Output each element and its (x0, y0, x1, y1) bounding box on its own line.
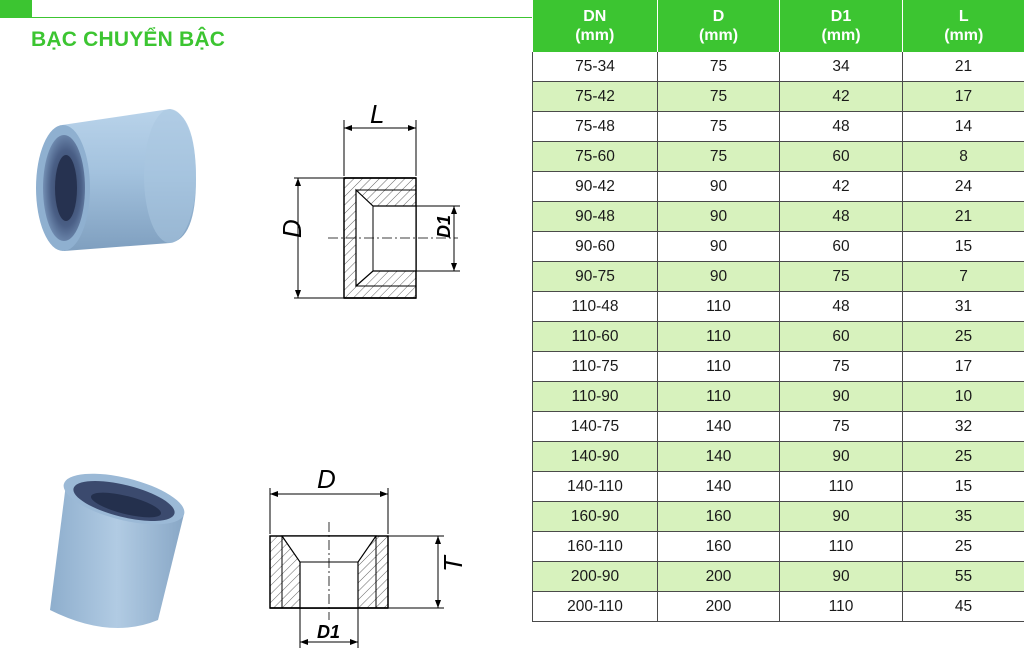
cell-l: 25 (903, 532, 1024, 562)
cell-l: 24 (903, 172, 1024, 202)
cell-d1: 75 (780, 412, 903, 442)
dim-d-label: D (277, 219, 307, 238)
cell-d1: 60 (780, 322, 903, 352)
header-d-name: D (712, 8, 725, 25)
cell-d: 90 (658, 232, 780, 262)
cell-d1: 60 (780, 232, 903, 262)
cell-d1: 90 (780, 382, 903, 412)
technical-drawing-top (258, 96, 473, 306)
cell-d: 200 (658, 562, 780, 592)
cell-d1: 110 (780, 472, 903, 502)
header-dn-unit: (mm) (575, 27, 615, 44)
cell-dn: 160-90 (533, 502, 658, 532)
cell-dn: 110-75 (533, 352, 658, 382)
table-row (533, 292, 1024, 322)
reducer-bushing-photo-bottom (40, 470, 195, 640)
spec-table (532, 0, 1024, 622)
accent-block (0, 0, 32, 18)
table-row (533, 262, 1024, 292)
table-body (533, 52, 1024, 622)
cell-d: 160 (658, 532, 780, 562)
cell-d: 160 (658, 502, 780, 532)
cell-l: 32 (903, 412, 1024, 442)
cell-d1: 90 (780, 562, 903, 592)
cell-dn: 90-42 (533, 172, 658, 202)
cell-dn: 110-60 (533, 322, 658, 352)
dim-d1-label: D1 (434, 214, 454, 238)
cell-d: 140 (658, 412, 780, 442)
cell-d: 140 (658, 442, 780, 472)
technical-drawing-bottom (262, 458, 477, 653)
dim-d-label-bottom: D (317, 464, 336, 494)
accent-line (32, 17, 532, 18)
cell-dn: 110-48 (533, 292, 658, 322)
header-d1-name: D1 (830, 8, 852, 25)
cell-d1: 48 (780, 112, 903, 142)
dim-d1-label-bottom: D1 (317, 622, 341, 642)
cell-d: 75 (658, 142, 780, 172)
cell-d1: 42 (780, 82, 903, 112)
cell-d1: 34 (780, 52, 903, 82)
cell-d1: 110 (780, 532, 903, 562)
cell-dn: 140-110 (533, 472, 658, 502)
cell-d: 90 (658, 202, 780, 232)
header-l-unit: (mm) (944, 27, 984, 44)
cell-l: 14 (903, 112, 1024, 142)
table-row (533, 592, 1024, 622)
cell-d: 110 (658, 352, 780, 382)
table-row (533, 172, 1024, 202)
cell-dn: 75-60 (533, 142, 658, 172)
table-row (533, 322, 1024, 352)
cell-d1: 90 (780, 502, 903, 532)
page-title: BẠC CHUYỂN BẬC (31, 28, 226, 51)
cell-l: 17 (903, 82, 1024, 112)
table-row (533, 232, 1024, 262)
cell-d: 75 (658, 82, 780, 112)
cell-dn: 200-90 (533, 562, 658, 592)
table-row (533, 502, 1024, 532)
cell-d: 110 (658, 322, 780, 352)
table-row (533, 52, 1024, 82)
cell-l: 25 (903, 322, 1024, 352)
cell-dn: 140-75 (533, 412, 658, 442)
table-row (533, 442, 1024, 472)
cell-dn: 75-48 (533, 112, 658, 142)
table-row (533, 412, 1024, 442)
dim-t-label: T (438, 556, 468, 572)
cell-d: 110 (658, 292, 780, 322)
cell-dn: 75-34 (533, 52, 658, 82)
cell-d: 90 (658, 172, 780, 202)
cell-l: 15 (903, 232, 1024, 262)
cell-d: 90 (658, 262, 780, 292)
cell-l: 21 (903, 52, 1024, 82)
cell-l: 25 (903, 442, 1024, 472)
cell-d1: 75 (780, 352, 903, 382)
header-d1-unit: (mm) (821, 27, 861, 44)
cell-dn: 110-90 (533, 382, 658, 412)
header-l-name: L (958, 8, 969, 25)
cell-l: 21 (903, 202, 1024, 232)
cell-l: 31 (903, 292, 1024, 322)
cell-d: 75 (658, 52, 780, 82)
reducer-bushing-photo-top (30, 105, 205, 255)
header-d (658, 0, 780, 52)
cell-d: 140 (658, 472, 780, 502)
cell-l: 10 (903, 382, 1024, 412)
table-row (533, 82, 1024, 112)
cell-d1: 48 (780, 202, 903, 232)
cell-d: 200 (658, 592, 780, 622)
cell-l: 35 (903, 502, 1024, 532)
table-header-row (533, 0, 1024, 52)
cell-dn: 90-75 (533, 262, 658, 292)
header-dn (533, 0, 658, 52)
cell-d1: 42 (780, 172, 903, 202)
cell-d: 75 (658, 112, 780, 142)
cell-l: 8 (903, 142, 1024, 172)
cell-dn: 75-42 (533, 82, 658, 112)
cell-d1: 75 (780, 262, 903, 292)
table-row (533, 472, 1024, 502)
header-d1 (780, 0, 903, 52)
cell-dn: 160-110 (533, 532, 658, 562)
cell-d: 110 (658, 382, 780, 412)
cell-dn: 200-110 (533, 592, 658, 622)
cell-d1: 110 (780, 592, 903, 622)
cell-dn: 90-60 (533, 232, 658, 262)
dim-l-label: L (370, 99, 385, 129)
header-l (903, 0, 1024, 52)
cell-d1: 60 (780, 142, 903, 172)
table-row (533, 382, 1024, 412)
table-row (533, 142, 1024, 172)
top-accent-bar (0, 0, 532, 18)
cell-l: 45 (903, 592, 1024, 622)
cell-l: 17 (903, 352, 1024, 382)
cell-l: 15 (903, 472, 1024, 502)
table-row (533, 352, 1024, 382)
header-d-unit: (mm) (698, 27, 739, 44)
cell-dn: 90-48 (533, 202, 658, 232)
table-row (533, 112, 1024, 142)
table-row (533, 202, 1024, 232)
cell-dn: 140-90 (533, 442, 658, 472)
table-row (533, 532, 1024, 562)
cell-l: 7 (903, 262, 1024, 292)
header-dn-name: DN (583, 8, 607, 25)
cell-d1: 48 (780, 292, 903, 322)
cell-d1: 90 (780, 442, 903, 472)
cell-l: 55 (903, 562, 1024, 592)
table-row (533, 562, 1024, 592)
